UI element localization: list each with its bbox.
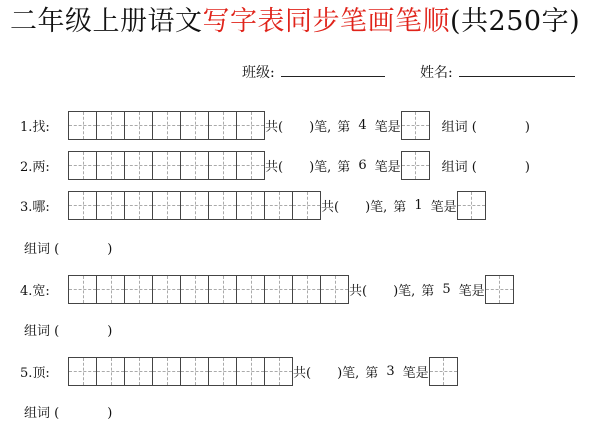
writing-cell[interactable] xyxy=(181,276,209,304)
writing-cell[interactable] xyxy=(237,112,265,140)
answer-cell[interactable] xyxy=(430,358,458,386)
answer-cell[interactable] xyxy=(458,192,486,220)
stroke-count-open: 共( xyxy=(349,283,368,299)
question-row xyxy=(20,110,530,140)
writing-cell[interactable] xyxy=(209,112,237,140)
nth-number: 4 xyxy=(358,117,367,133)
word-group-open: 组词 ( xyxy=(24,406,60,421)
nth-number: 6 xyxy=(358,157,367,173)
writing-cell[interactable] xyxy=(97,358,125,386)
question-char: 宽 xyxy=(32,283,46,299)
writing-cell[interactable] xyxy=(209,276,237,304)
question-number: 5. xyxy=(20,365,33,381)
question-char: 顶 xyxy=(32,365,46,381)
writing-cell[interactable] xyxy=(209,152,237,180)
writing-cell[interactable] xyxy=(181,358,209,386)
answer-box[interactable] xyxy=(401,151,430,180)
writing-cell[interactable] xyxy=(97,152,125,180)
nth-prefix: 第 xyxy=(337,119,351,135)
question-label: 4.宽: xyxy=(20,283,50,299)
word-group-close: ) xyxy=(107,242,113,257)
word-group xyxy=(442,116,530,135)
question-number: 4. xyxy=(20,283,33,299)
nth-prefix: 第 xyxy=(421,283,435,299)
name-field xyxy=(420,62,575,82)
stroke-grid xyxy=(68,151,265,180)
writing-cell[interactable] xyxy=(265,276,293,304)
word-group-close: ) xyxy=(107,324,113,339)
stroke-grid xyxy=(68,275,349,304)
writing-cell[interactable] xyxy=(69,276,97,304)
writing-cell[interactable] xyxy=(125,192,153,220)
stroke-count-open: 共( xyxy=(265,119,284,135)
writing-cell[interactable] xyxy=(153,358,181,386)
word-group-open: 组词 ( xyxy=(441,119,477,135)
writing-cell[interactable] xyxy=(69,192,97,220)
class-label: 班级: xyxy=(242,65,275,81)
stroke-count-close: )笔, xyxy=(337,365,360,381)
writing-cell[interactable] xyxy=(125,358,153,386)
answer-box[interactable] xyxy=(457,191,486,220)
writing-cell[interactable] xyxy=(153,152,181,180)
word-group-open: 组词 ( xyxy=(441,159,477,175)
nth-suffix: 笔是 xyxy=(458,283,485,299)
question-number: 2. xyxy=(20,159,33,175)
writing-cell[interactable] xyxy=(125,152,153,180)
word-group-open: 组词 ( xyxy=(24,242,60,257)
answer-box[interactable] xyxy=(429,357,458,386)
word-group xyxy=(24,238,112,257)
question-char: 哪 xyxy=(32,199,46,215)
question-char: 两 xyxy=(32,159,46,175)
writing-cell[interactable] xyxy=(237,192,265,220)
nth-suffix: 笔是 xyxy=(402,365,429,381)
question-row xyxy=(20,190,486,220)
title-rest: (共250字) xyxy=(450,6,581,37)
writing-cell[interactable] xyxy=(321,276,349,304)
writing-cell[interactable] xyxy=(237,276,265,304)
nth-suffix: 笔是 xyxy=(374,159,401,175)
title-red: 写字表同步笔画笔顺 xyxy=(202,6,450,37)
writing-cell[interactable] xyxy=(125,112,153,140)
question-label: 1.找: xyxy=(20,119,50,135)
writing-cell[interactable] xyxy=(97,276,125,304)
name-line[interactable] xyxy=(459,62,575,77)
writing-cell[interactable] xyxy=(265,358,293,386)
answer-cell[interactable] xyxy=(486,276,514,304)
writing-cell[interactable] xyxy=(69,152,97,180)
nth-prefix: 第 xyxy=(337,159,351,175)
stroke-count-open: 共( xyxy=(293,365,312,381)
word-group-close: ) xyxy=(524,119,530,135)
stroke-grid xyxy=(68,357,293,386)
question-label: 5.顶: xyxy=(20,365,50,381)
class-field xyxy=(242,62,385,82)
class-line[interactable] xyxy=(281,62,385,77)
nth-number: 3 xyxy=(386,363,395,379)
question-number: 3. xyxy=(20,199,33,215)
writing-cell[interactable] xyxy=(69,112,97,140)
writing-cell[interactable] xyxy=(153,192,181,220)
question-label: 2.两: xyxy=(20,159,50,175)
nth-suffix: 笔是 xyxy=(374,119,401,135)
question-row xyxy=(20,150,530,180)
question-label: 3.哪: xyxy=(20,199,50,215)
stroke-grid xyxy=(68,111,265,140)
title-black: 二年级上册语文 xyxy=(10,6,203,37)
nth-prefix: 第 xyxy=(393,199,407,215)
word-group-close: ) xyxy=(107,406,113,421)
writing-cell[interactable] xyxy=(293,276,321,304)
stroke-count-close: )笔, xyxy=(309,159,332,175)
writing-cell[interactable] xyxy=(237,152,265,180)
answer-cell[interactable] xyxy=(402,112,430,140)
writing-cell[interactable] xyxy=(153,112,181,140)
nth-number: 5 xyxy=(442,281,451,297)
stroke-count-open: 共( xyxy=(265,159,284,175)
answer-box[interactable] xyxy=(401,111,430,140)
stroke-count-close: )笔, xyxy=(309,119,332,135)
writing-cell[interactable] xyxy=(265,192,293,220)
writing-cell[interactable] xyxy=(237,358,265,386)
word-group xyxy=(24,320,112,339)
writing-cell[interactable] xyxy=(125,276,153,304)
question-char: 找 xyxy=(32,119,46,135)
writing-cell[interactable] xyxy=(69,358,97,386)
writing-cell[interactable] xyxy=(181,192,209,220)
question-row xyxy=(20,356,458,386)
stroke-grid xyxy=(68,191,321,220)
stroke-count-close: )笔, xyxy=(365,199,388,215)
question-number: 1. xyxy=(20,119,33,135)
answer-box[interactable] xyxy=(485,275,514,304)
name-label: 姓名: xyxy=(420,65,453,81)
writing-cell[interactable] xyxy=(153,276,181,304)
word-group-close: ) xyxy=(524,159,530,175)
word-group xyxy=(442,156,530,175)
page-title xyxy=(10,4,600,40)
writing-cell[interactable] xyxy=(181,152,209,180)
writing-cell[interactable] xyxy=(293,192,321,220)
nth-number: 1 xyxy=(414,197,423,213)
writing-cell[interactable] xyxy=(181,112,209,140)
writing-cell[interactable] xyxy=(209,358,237,386)
nth-prefix: 第 xyxy=(365,365,379,381)
answer-cell[interactable] xyxy=(402,152,430,180)
word-group xyxy=(24,402,112,421)
question-row xyxy=(20,274,514,304)
writing-cell[interactable] xyxy=(97,112,125,140)
writing-cell[interactable] xyxy=(209,192,237,220)
word-group-open: 组词 ( xyxy=(24,324,60,339)
nth-suffix: 笔是 xyxy=(430,199,457,215)
stroke-count-close: )笔, xyxy=(393,283,416,299)
stroke-count-open: 共( xyxy=(321,199,340,215)
writing-cell[interactable] xyxy=(97,192,125,220)
